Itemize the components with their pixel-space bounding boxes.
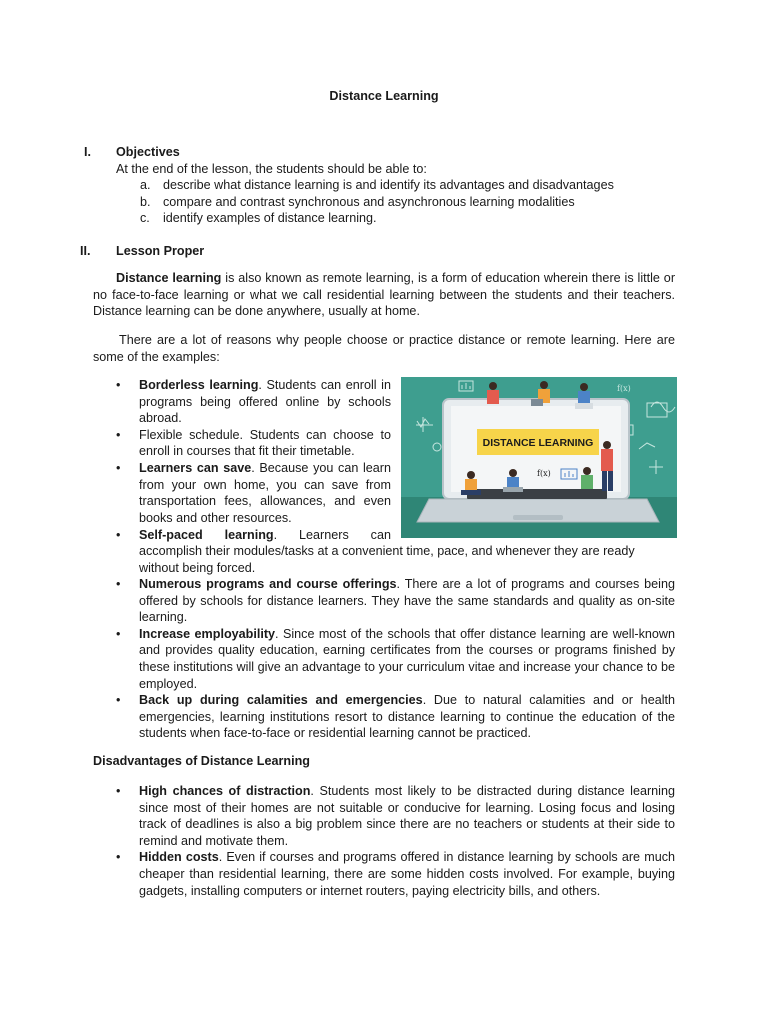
advantage-item <box>116 377 391 427</box>
definition-term: Distance learning <box>116 271 222 285</box>
advantage-item <box>116 576 675 626</box>
bullet-marker: • <box>116 427 121 442</box>
bullet-marker: • <box>116 693 121 708</box>
advantage-item-self-paced-rest <box>139 543 675 576</box>
disadvantage-item <box>116 849 675 899</box>
bullet-marker: • <box>116 626 121 641</box>
objectives-intro: At the end of the lesson, the students should be able to: <box>116 162 427 176</box>
disadvantage-text: . Students most likely to be distracted during distance learning since most of their homes are not suitable or conducive for learning. Losing focus and losing track of deadlines is also a big problem since there are no teachers or students at their side to remind and motivate them. <box>139 784 675 848</box>
bullet-marker: • <box>116 528 121 542</box>
lesson-paragraph-definition <box>93 270 675 320</box>
advantage-text: . Since most of the schools that offer distance learning are well-known and provides quality education, earning certificates from the courses or programs finished by these institutions will give an advantage to your curriculum vitae and increase your chance to be employed. <box>139 626 675 691</box>
advantage-text: Flexible schedule. Students can choose to enroll in courses that fit their timetable. <box>139 427 391 459</box>
objective-text: describe what distance learning is and identify its advantages and disadvantages <box>163 178 614 192</box>
disadvantage-term: High chances of distraction <box>139 784 311 798</box>
bullet-marker: • <box>116 850 121 865</box>
objective-text: compare and contrast synchronous and asynchronous learning modalities <box>163 194 575 209</box>
advantage-term: Borderless learning <box>139 378 259 392</box>
distance-learning-illustration <box>401 377 677 538</box>
laptop-trackpad <box>513 515 563 520</box>
section-number-objectives: I. <box>84 145 91 159</box>
disadvantage-term: Hidden costs <box>139 850 219 865</box>
objective-text: identify examples of distance learning. <box>163 211 377 226</box>
svg-text:f(x): f(x) <box>617 384 631 393</box>
advantage-text: . Students can enroll in programs being offered online by schools abroad. <box>139 378 391 426</box>
advantages-list-bottom <box>116 576 675 742</box>
laptop-illustration-graphic <box>401 377 677 538</box>
advantage-item-self-paced-head <box>139 527 391 544</box>
advantage-term: Increase employability <box>139 626 276 641</box>
section-title-lesson: Lesson Proper <box>116 244 205 258</box>
section-number-lesson: II. <box>80 244 91 258</box>
bullet-marker: • <box>116 460 121 475</box>
disadvantages-heading: Disadvantages of Distance Learning <box>93 754 310 768</box>
disadvantage-item <box>116 783 675 849</box>
bullet-marker: • <box>116 378 121 392</box>
advantage-term: Learners can save <box>139 460 252 475</box>
objective-item <box>140 210 700 227</box>
laptop-keys <box>467 489 607 499</box>
advantage-text-continuation: accomplish their modules/tasks at a convenient time, pace, and whenever they are ready without being forced. <box>139 544 635 575</box>
bullet-marker: • <box>116 577 121 591</box>
banner-text: DISTANCE LEARNING <box>482 437 594 449</box>
objective-marker: c. <box>140 211 150 226</box>
advantage-item <box>116 692 675 742</box>
disadvantages-list <box>116 783 675 899</box>
bullet-marker: • <box>116 784 121 798</box>
disadvantage-text: . Even if courses and programs offered in distance learning by schools are much cheaper than residential learning, there are some hidden costs involved. For example, buying gadgets, installing computers or internet routers, paying electricity bills, and others. <box>139 850 675 898</box>
advantage-text: . There are a lot of programs and courses being offered by schools for distance learners. They have the same standards and quality as on-site learning. <box>139 577 675 625</box>
objective-item <box>140 194 700 211</box>
objectives-list <box>140 177 700 227</box>
lesson-paragraph-reasons: There are a lot of reasons why people choose or practice distance or remote learning. Here are some of the examples: <box>93 333 675 364</box>
definition-text: is also known as remote learning, is a form of education wherein there is little or no face-to-face learning or what we call residential learning between the students and their teachers. Distance learning can be done anywhere, usually at home. <box>93 271 676 319</box>
advantage-term: Back up during calamities and emergencies <box>139 693 423 708</box>
advantage-item <box>116 460 392 526</box>
advantage-item <box>116 427 391 460</box>
objective-marker: b. <box>140 194 151 209</box>
advantage-term: Numerous programs and course offerings <box>139 577 397 591</box>
section-title-objectives: Objectives <box>116 145 180 159</box>
page-title: Distance Learning <box>329 89 439 103</box>
advantage-item <box>116 626 675 692</box>
objective-marker: a. <box>140 178 151 192</box>
advantage-term: Self-paced learning <box>139 528 274 542</box>
svg-text:f(x): f(x) <box>537 469 551 478</box>
advantage-text: . Because you can learn from your own home, you can save from transportation fees, allowances, and even books and other resources. <box>139 460 392 525</box>
advantage-text: . Due to natural calamities and or health emergencies, learning institutions resort to distance learning to continue the education of the students when face-to-face or residential learning cannot be practiced. <box>139 693 675 741</box>
advantages-list-top <box>116 377 392 526</box>
advantage-text-lead: . Learners can <box>273 528 391 542</box>
objective-item <box>140 177 700 194</box>
